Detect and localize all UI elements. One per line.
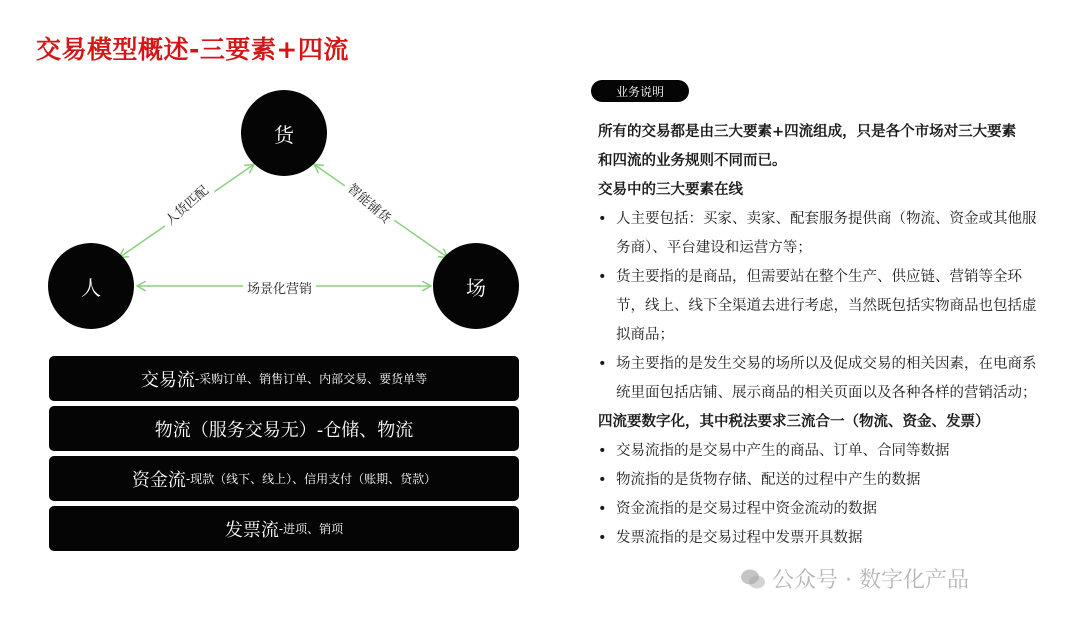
section-heading-elements: 交易中的三大要素在线	[598, 182, 743, 198]
flow-name: 物流	[154, 419, 191, 441]
edge-label-person-place: 场景化营销	[243, 278, 316, 297]
list-item	[598, 466, 1048, 495]
flow-bar-invoice	[49, 506, 519, 551]
list-item-text: 货主要指的是商品，但需要站在整个生产、供应链、营销等全环节，线上、线下全渠道去进行考虑，当然既包括实物商品也包括虚拟商品；	[616, 269, 1037, 343]
watermark	[740, 563, 969, 594]
list-item	[598, 437, 1048, 466]
watermark-text: 公众号 · 数字化产品	[772, 568, 969, 593]
list-item	[598, 350, 1048, 408]
bullet-icon: •	[598, 472, 607, 488]
bullet-icon: •	[598, 530, 607, 546]
triangle-diagram	[40, 85, 540, 345]
flow-detail: （服务交易无）-仓储、物流	[190, 419, 414, 441]
edge-label-person-goods: 人货匹配	[157, 178, 215, 232]
bullet-icon: •	[598, 501, 607, 517]
flow-detail: -采购订单、销售订单、内部交易、要货单等	[194, 372, 428, 386]
business-note-panel	[598, 118, 1048, 553]
flow-detail: -现款（线下、线上）、信用支付（账期、贷款）	[185, 472, 437, 486]
node-goods: 货	[241, 90, 327, 176]
list-item-text: 交易流指的是交易中产生的商品、订单、合同等数据	[616, 443, 950, 459]
intro-paragraph: 所有的交易都是由三大要素+四流组成，只是各个市场对三大要素和四流的业务规则不同而已。	[598, 124, 1017, 169]
flow-bar-logistics	[49, 406, 519, 451]
list-item-text: 物流指的是货物存储、配送的过程中产生的数据	[616, 472, 921, 488]
list-item	[598, 495, 1048, 524]
flow-name: 发票流	[224, 519, 279, 541]
list-item-text: 场主要指的是发生交易的场所以及促成交易的相关因素，在电商系统里面包括店铺、展示商品的相关页面以及各种各样的营销活动；	[616, 356, 1037, 401]
flow-list	[49, 356, 519, 556]
node-person: 人	[48, 243, 134, 329]
page-title: 交易模型概述-三要素+四流	[36, 35, 349, 64]
section-heading-flows: 四流要数字化，其中税法要求三流合一（物流、资金、发票）	[598, 414, 990, 430]
bullet-icon: •	[598, 356, 607, 372]
flow-name: 资金流	[131, 469, 186, 491]
business-note-badge: 业务说明	[591, 80, 689, 102]
list-item	[598, 524, 1048, 553]
list-item	[598, 205, 1048, 263]
list-item	[598, 263, 1048, 350]
flow-bar-capital	[49, 456, 519, 501]
flow-name: 交易流	[140, 369, 195, 391]
list-item-text: 人主要包括：买家、卖家、配套服务提供商（物流、资金或其他服务商）、平台建设和运营方等；	[616, 211, 1037, 256]
edge-label-goods-place: 智能铺货	[341, 176, 399, 230]
node-place: 场	[433, 243, 519, 329]
flow-bar-transaction	[49, 356, 519, 401]
bullet-icon: •	[598, 443, 607, 459]
list-item-text: 资金流指的是交易过程中资金流动的数据	[616, 501, 877, 517]
wechat-icon	[740, 566, 766, 592]
bullet-icon: •	[598, 211, 607, 227]
bullet-icon: •	[598, 269, 607, 285]
list-item-text: 发票流指的是交易过程中发票开具数据	[616, 530, 863, 546]
flow-detail: -进项、销项	[278, 522, 344, 536]
